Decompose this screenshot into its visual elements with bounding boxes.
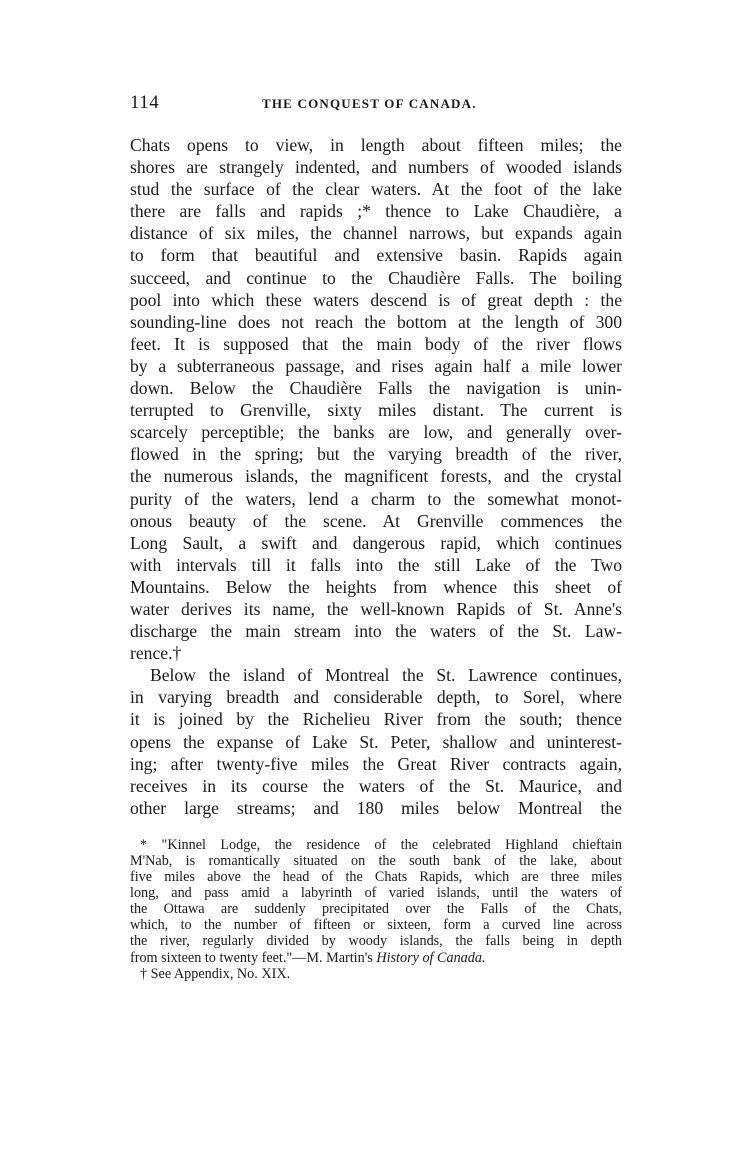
body-line: pool into which these waters descend is of great depth : the (130, 289, 622, 310)
footnote-line: M'Nab, is romantically situated on the south bank of the lake, about (130, 853, 622, 869)
body-line: distance of six miles, the channel narrows, but expands again (130, 223, 622, 244)
footnote-line: which, to the number of fifteen or sixteen, form a curved line across (130, 917, 622, 934)
page-number: 114 (130, 92, 160, 113)
running-head: THE CONQUEST OF CANADA. (262, 96, 477, 111)
body-line: rence.† (130, 643, 182, 664)
body-line: water derives its name, the well-known Rapids of St. Anne's (130, 598, 622, 619)
footnote-line: * "Kinnel Lodge, the residence of the celebrated Highland chieftain (140, 836, 622, 853)
body-line: flowed in the spring; but the varying breadth of the river, (130, 444, 622, 465)
footnote-citation-line (130, 950, 622, 966)
body-line: Mountains. Below the heights from whence this sheet of (130, 576, 622, 597)
body-line: onous beauty of the scene. At Grenville commences the (130, 510, 622, 531)
page-header (130, 92, 622, 116)
body-line: opens the expanse of Lake St. Peter, shallow and uninterest- (130, 731, 622, 752)
citation-title: History of Canada. (376, 949, 486, 966)
body-line: by a subterraneous passage, and rises again half a mile lower (130, 355, 622, 376)
body-line: scarcely perceptible; the banks are low, and generally over- (130, 422, 622, 443)
body-line: the numerous islands, the magnificent forests, and the crystal (130, 466, 622, 487)
body-line: Long Sault, a swift and dangerous rapid, which continues (130, 532, 622, 553)
body-line: ing; after twenty-five miles the Great River contracts again, (130, 753, 622, 774)
body-line: with intervals till it falls into the still Lake of the Two (130, 554, 622, 575)
footnote-line-text: from sixteen to twenty feet."—M. Martin's (130, 949, 373, 966)
body-line: in varying breadth and considerable depth, to Sorel, where (130, 687, 622, 708)
body-line: receives in its course the waters of the St. Maurice, and (130, 775, 622, 796)
body-line: discharge the main stream into the waters of the St. Law- (130, 621, 622, 642)
body-line: Chats opens to view, in length about fifteen miles; the (130, 135, 622, 155)
body-line: other large streams; and 180 miles below Montreal the (130, 797, 622, 818)
book-page (130, 92, 622, 982)
footnote-line: the river, regularly divided by woody islands, the falls being in depth (130, 933, 622, 950)
body-line: there are falls and rapids ;* thence to Lake Chaudière, a (130, 201, 622, 222)
body-line: shores are strangely indented, and numbers of wooded islands (130, 157, 622, 178)
body-line: feet. It is supposed that the main body of the river flows (130, 333, 622, 354)
body-line: succeed, and continue to the Chaudière Falls. The boiling (130, 267, 622, 288)
footnote-line: five miles above the head of the Chats Rapids, which are three miles (130, 869, 622, 886)
paragraph-start-line: Below the island of Montreal the St. Lawrence continues, (150, 665, 622, 686)
body-line: it is joined by the Richelieu River from the south; thence (130, 709, 622, 730)
footnotes (130, 837, 622, 982)
dagger-footnote: † See Appendix, No. XIX. (140, 965, 291, 982)
body-text (130, 134, 622, 819)
body-line: to form that beautiful and extensive basin. Rapids again (130, 245, 622, 266)
body-line: purity of the waters, lend a charm to the somewhat monot- (130, 488, 622, 509)
body-line: sounding-line does not reach the bottom at the length of 300 (130, 311, 622, 332)
footnote-line: the Ottawa are suddenly precipitated over the Falls of the Chats, (130, 901, 622, 918)
body-line: down. Below the Chaudière Falls the navigation is unin- (130, 378, 622, 399)
body-line: stud the surface of the clear waters. At the foot of the lake (130, 179, 622, 200)
footnote-line: long, and pass amid a labyrinth of varied islands, until the waters of (130, 885, 622, 902)
body-line: terrupted to Grenville, sixty miles distant. The current is (130, 400, 622, 421)
